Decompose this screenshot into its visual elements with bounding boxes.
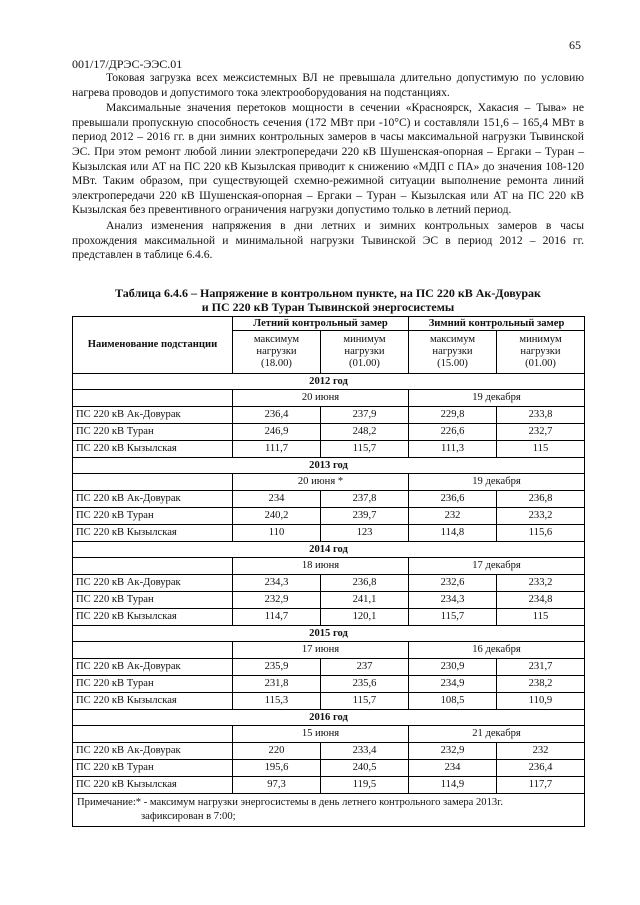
voltage-value: 234,8	[497, 592, 585, 609]
document-code: 001/17/ДРЭС-ЭЭС.01	[72, 57, 183, 71]
table-row	[73, 659, 585, 676]
winter-date: 21 декабря	[409, 726, 585, 743]
winter-date: 16 декабря	[409, 642, 585, 659]
year-label: 2012 год	[73, 374, 585, 390]
table-row	[73, 508, 585, 525]
voltage-value: 123	[321, 525, 409, 542]
note-line: Примечание:* - максимум нагрузки энергосистемы в день летнего контрольного замера 2013г.	[77, 797, 503, 808]
paragraph: Анализ изменения напряжения в дни летних и зимних контрольных замеров в часы прохождения максимальной и минимальной нагрузки Тывинской ЭС в период 2012 – 2016 гг. представлен в таблице 6.4.6.	[72, 218, 584, 262]
column-header: минимум нагрузки (01.00)	[497, 331, 585, 374]
body-text	[72, 71, 584, 263]
year-row	[73, 710, 585, 726]
voltage-value: 233,2	[497, 575, 585, 592]
date-spacer	[73, 726, 233, 743]
voltage-value: 115	[497, 441, 585, 458]
voltage-value: 115,3	[233, 693, 321, 710]
substation-name: ПС 220 кВ Кызылская	[73, 609, 233, 626]
voltage-value: 115,7	[321, 693, 409, 710]
voltage-value: 114,8	[409, 525, 497, 542]
voltage-value: 120,1	[321, 609, 409, 626]
voltage-value: 97,3	[233, 777, 321, 794]
date-spacer	[73, 390, 233, 407]
substation-name: ПС 220 кВ Ак-Довурак	[73, 491, 233, 508]
date-spacer	[73, 558, 233, 575]
substation-name: ПС 220 кВ Туран	[73, 592, 233, 609]
year-row	[73, 374, 585, 390]
voltage-value: 232	[409, 508, 497, 525]
voltage-value: 115,7	[321, 441, 409, 458]
voltage-value: 108,5	[409, 693, 497, 710]
voltage-value: 114,9	[409, 777, 497, 794]
year-label: 2014 год	[73, 542, 585, 558]
voltage-value: 229,8	[409, 407, 497, 424]
summer-date: 20 июня	[233, 390, 409, 407]
voltage-value: 233,2	[497, 508, 585, 525]
voltage-value: 226,6	[409, 424, 497, 441]
table-title-line: Таблица 6.4.6 – Напряжение в контрольном пункте, на ПС 220 кВ Ак-Довурак	[115, 286, 541, 300]
substation-name: ПС 220 кВ Кызылская	[73, 693, 233, 710]
voltage-value: 234,3	[409, 592, 497, 609]
voltage-value: 111,3	[409, 441, 497, 458]
voltage-value: 237	[321, 659, 409, 676]
voltage-value: 246,9	[233, 424, 321, 441]
column-header: минимум нагрузки (01.00)	[321, 331, 409, 374]
year-row	[73, 458, 585, 474]
substation-name: ПС 220 кВ Ак-Довурак	[73, 659, 233, 676]
table-row	[73, 441, 585, 458]
table-row	[73, 676, 585, 693]
note-line: зафиксирован в 7:00;	[141, 811, 236, 822]
table-row	[73, 575, 585, 592]
table-title-line: и ПС 220 кВ Туран Тывинской энергосистемы	[201, 300, 455, 314]
voltage-value: 110,9	[497, 693, 585, 710]
column-header: максимум нагрузки (15.00)	[409, 331, 497, 374]
substation-name: ПС 220 кВ Кызылская	[73, 441, 233, 458]
page-number: 65	[569, 38, 581, 52]
date-row	[73, 642, 585, 659]
table-row	[73, 491, 585, 508]
year-label: 2013 год	[73, 458, 585, 474]
voltage-value: 235,6	[321, 676, 409, 693]
date-row	[73, 474, 585, 491]
voltage-value: 236,8	[321, 575, 409, 592]
voltage-value: 230,9	[409, 659, 497, 676]
table-title	[80, 286, 576, 314]
winter-measurement-header: Зимний контрольный замер	[409, 317, 585, 331]
paragraph: Токовая загрузка всех межсистемных ВЛ не превышала длительно допустимую по условию нагрева проводов и допустимого тока электрооборудования на подстанциях.	[72, 71, 584, 99]
winter-date: 17 декабря	[409, 558, 585, 575]
voltage-value: 235,9	[233, 659, 321, 676]
substation-name: ПС 220 кВ Туран	[73, 760, 233, 777]
voltage-table	[72, 316, 585, 827]
voltage-value: 234	[409, 760, 497, 777]
substation-name: ПС 220 кВ Туран	[73, 508, 233, 525]
voltage-value: 240,2	[233, 508, 321, 525]
year-label: 2015 год	[73, 626, 585, 642]
table-row	[73, 525, 585, 542]
voltage-value: 233,4	[321, 743, 409, 760]
summer-date: 15 июня	[233, 726, 409, 743]
voltage-value: 241,1	[321, 592, 409, 609]
substation-name: ПС 220 кВ Ак-Довурак	[73, 575, 233, 592]
voltage-value: 237,9	[321, 407, 409, 424]
voltage-value: 111,7	[233, 441, 321, 458]
voltage-value: 239,7	[321, 508, 409, 525]
voltage-value: 115,6	[497, 525, 585, 542]
voltage-value: 236,6	[409, 491, 497, 508]
date-row	[73, 390, 585, 407]
voltage-value: 115,7	[409, 609, 497, 626]
voltage-value: 232	[497, 743, 585, 760]
voltage-value: 248,2	[321, 424, 409, 441]
voltage-value: 240,5	[321, 760, 409, 777]
voltage-value: 233,8	[497, 407, 585, 424]
table-row	[73, 592, 585, 609]
voltage-value: 237,8	[321, 491, 409, 508]
voltage-value: 117,7	[497, 777, 585, 794]
winter-date: 19 декабря	[409, 390, 585, 407]
voltage-value: 195,6	[233, 760, 321, 777]
voltage-value: 236,4	[233, 407, 321, 424]
voltage-value: 231,7	[497, 659, 585, 676]
voltage-value: 232,6	[409, 575, 497, 592]
substation-name-header: Наименование подстанции	[73, 317, 233, 374]
voltage-value: 232,9	[233, 592, 321, 609]
summer-date: 18 июня	[233, 558, 409, 575]
voltage-value: 238,2	[497, 676, 585, 693]
voltage-value: 234	[233, 491, 321, 508]
column-header: максимум нагрузки (18.00)	[233, 331, 321, 374]
substation-name: ПС 220 кВ Кызылская	[73, 525, 233, 542]
year-row	[73, 626, 585, 642]
voltage-value: 220	[233, 743, 321, 760]
table-row	[73, 609, 585, 626]
table-body	[73, 374, 585, 794]
substation-name: ПС 220 кВ Ак-Довурак	[73, 743, 233, 760]
table-row	[73, 693, 585, 710]
date-spacer	[73, 642, 233, 659]
voltage-value: 114,7	[233, 609, 321, 626]
voltage-value: 231,8	[233, 676, 321, 693]
table-row	[73, 760, 585, 777]
year-row	[73, 542, 585, 558]
year-label: 2016 год	[73, 710, 585, 726]
substation-name: ПС 220 кВ Туран	[73, 424, 233, 441]
voltage-value: 119,5	[321, 777, 409, 794]
substation-name: ПС 220 кВ Ак-Довурак	[73, 407, 233, 424]
voltage-value: 232,9	[409, 743, 497, 760]
table-row	[73, 424, 585, 441]
table-note	[73, 794, 585, 827]
table-row	[73, 777, 585, 794]
winter-date: 19 декабря	[409, 474, 585, 491]
date-row	[73, 726, 585, 743]
date-spacer	[73, 474, 233, 491]
summer-date: 17 июня	[233, 642, 409, 659]
substation-name: ПС 220 кВ Кызылская	[73, 777, 233, 794]
date-row	[73, 558, 585, 575]
voltage-value: 110	[233, 525, 321, 542]
table-row	[73, 407, 585, 424]
paragraph: Максимальные значения перетоков мощности в сечении «Красноярск, Хакасия – Тыва» не превышали пропускную способность сечения (172 МВт при -10°C) и составляли 151,6 – 165,4 МВт в период 2012 – 2016 гг. в дни зимних контрольных замеров в часы максимальной нагрузки Тывинской ЭС. При этом ремонт любой линии электропередачи 220 кВ Шушенская-опорная – Ергаки – Туран – Кызылская или АТ на ПС 220 кВ Кызылская приводит к снижению «МДП с ПА» до значения 108-120 МВт. Таким образом, при существующей схемно-режимной ситуации выполнение ремонта линий электропередачи 220 кВ Шушенская-опорная – Ергаки – Туран – Кызылская или АТ на ПС 220 кВ Кызылская без превентивного ограничения нагрузки допустимо только в летний период.	[72, 101, 584, 217]
substation-name: ПС 220 кВ Туран	[73, 676, 233, 693]
summer-measurement-header: Летний контрольный замер	[233, 317, 409, 331]
voltage-value: 234,3	[233, 575, 321, 592]
voltage-value: 232,7	[497, 424, 585, 441]
voltage-value: 234,9	[409, 676, 497, 693]
voltage-value: 115	[497, 609, 585, 626]
voltage-value: 236,4	[497, 760, 585, 777]
voltage-value: 236,8	[497, 491, 585, 508]
summer-date: 20 июня *	[233, 474, 409, 491]
table-row	[73, 743, 585, 760]
